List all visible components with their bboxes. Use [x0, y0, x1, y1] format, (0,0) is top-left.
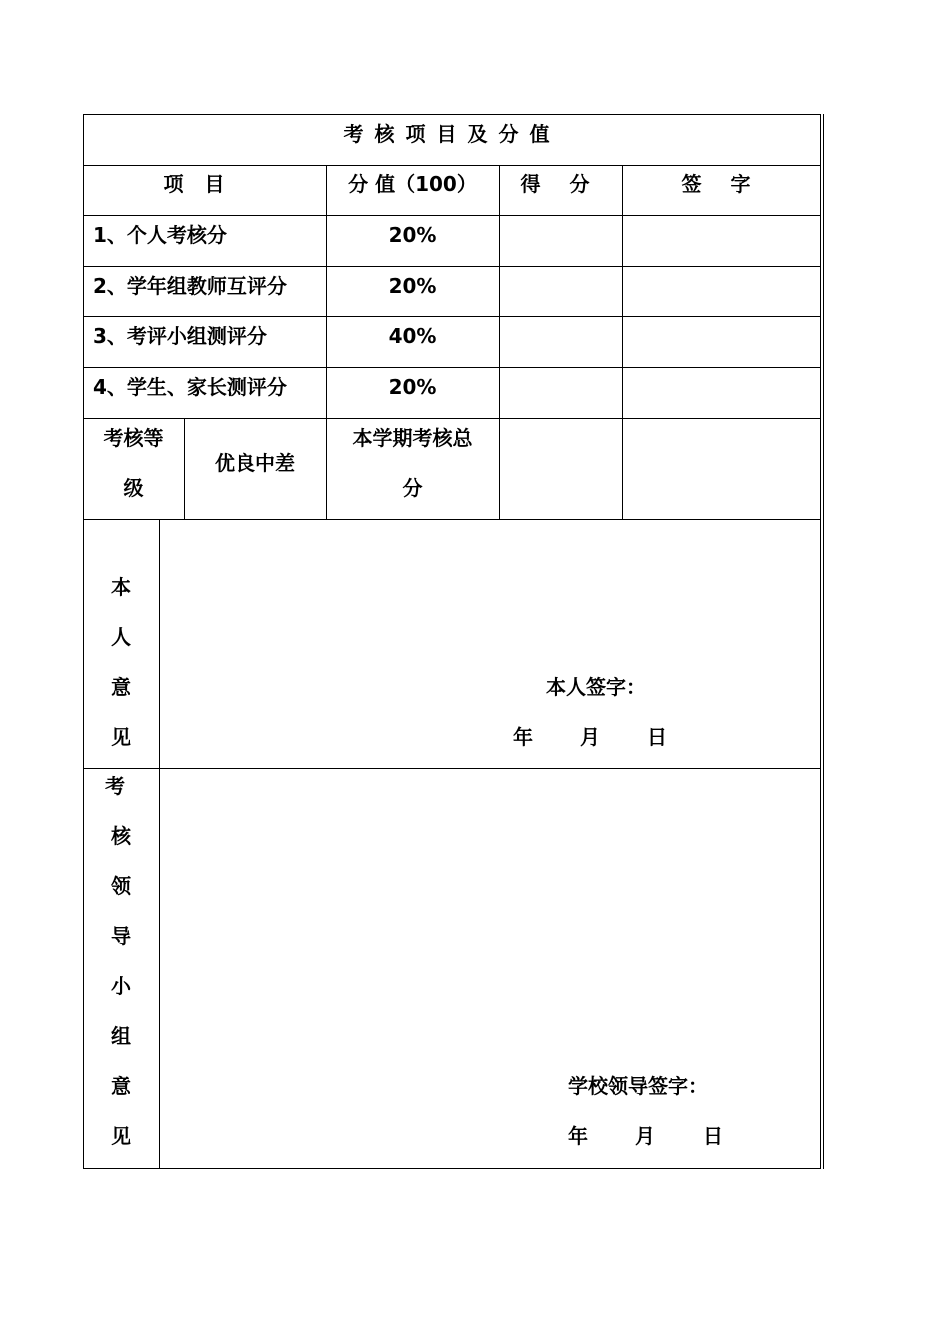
self-sign-label: 本人签字：	[546, 675, 646, 699]
leader-opinion-label	[95, 769, 135, 819]
row-item-label: 3、考评小组测评分	[93, 324, 267, 348]
column-divider	[622, 165, 623, 519]
self-date-day: 日	[647, 725, 667, 749]
header-item: 项目	[163, 172, 246, 196]
label-char: 见	[111, 1124, 131, 1148]
label-char: 组	[111, 1024, 131, 1048]
grade-label-line2: 级	[123, 476, 144, 500]
table-title: 考核项目及分值	[343, 122, 561, 146]
row-divider	[83, 316, 821, 317]
row-divider	[83, 367, 821, 368]
label-char: 核	[111, 824, 131, 848]
column-divider	[159, 519, 160, 1169]
label-char: 意	[111, 675, 131, 699]
label-char: 人	[111, 625, 131, 649]
label-char: 本	[111, 575, 131, 599]
row-divider	[83, 215, 821, 216]
table-right-double-border	[823, 114, 824, 1169]
label-char: 领	[111, 874, 131, 898]
label-char: 小	[111, 974, 131, 998]
leader-date-year: 年	[568, 1124, 588, 1148]
row-divider	[83, 266, 821, 267]
leader-opinion-label-rest	[101, 819, 141, 1169]
row-divider	[83, 165, 821, 166]
row-divider	[83, 418, 821, 419]
leader-date-month: 月	[635, 1124, 655, 1148]
total-score-label-line1: 本学期考核总	[352, 426, 473, 450]
table-border	[83, 114, 821, 1169]
column-divider	[499, 165, 500, 519]
label-char: 见	[111, 725, 131, 749]
self-date-year: 年	[513, 725, 533, 749]
label-char: 导	[111, 924, 131, 948]
header-signature: 签 字	[681, 172, 762, 196]
row-value: 40%	[388, 324, 437, 348]
total-score-label-line2: 分	[402, 476, 423, 500]
row-divider	[83, 768, 821, 769]
self-date-month: 月	[580, 725, 600, 749]
row-item-label: 4、学生、家长测评分	[93, 375, 287, 399]
grade-options: 优良中差	[215, 451, 295, 475]
row-value: 20%	[388, 274, 437, 298]
label-char: 考	[105, 774, 125, 798]
row-item-label: 2、学年组教师互评分	[93, 274, 287, 298]
row-value: 20%	[388, 223, 437, 247]
label-char: 意	[111, 1074, 131, 1098]
header-score-value: 分 值（100）	[348, 172, 477, 196]
row-value: 20%	[388, 375, 437, 399]
row-divider	[83, 519, 821, 520]
row-item-label: 1、个人考核分	[93, 223, 227, 247]
header-score: 得 分	[520, 172, 601, 196]
leader-sign-label: 学校领导签字：	[568, 1074, 708, 1098]
leader-date-day: 日	[703, 1124, 723, 1148]
grade-label-line1: 考核等	[103, 426, 164, 450]
self-opinion-label	[101, 570, 141, 770]
